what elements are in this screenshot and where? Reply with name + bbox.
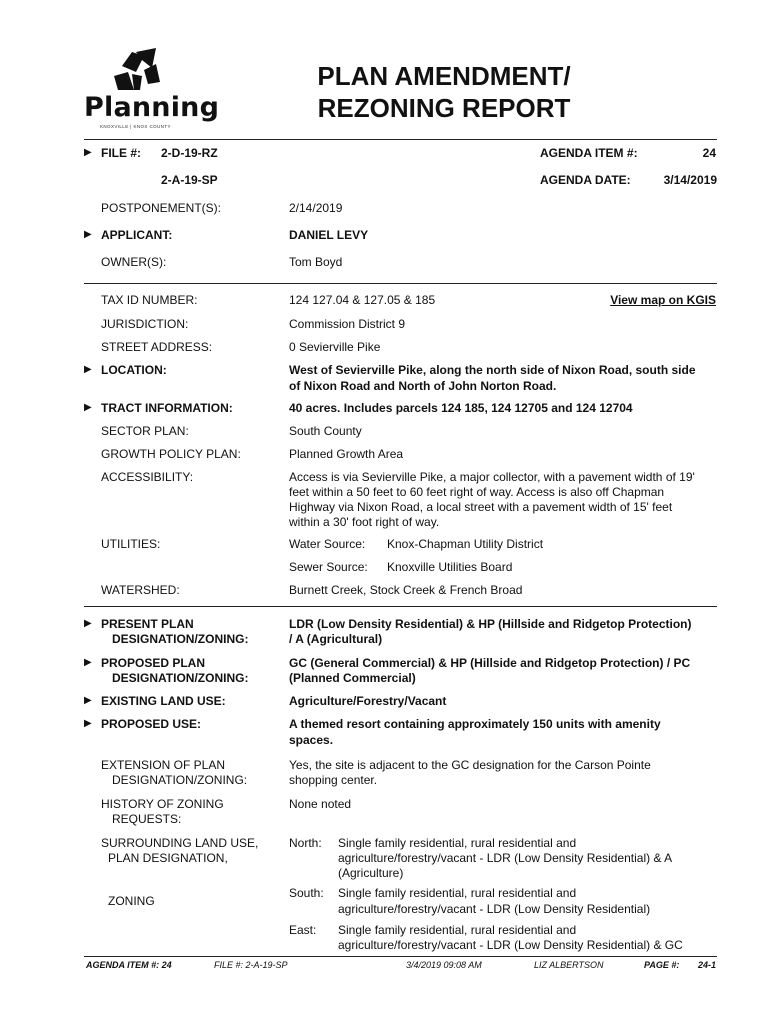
tract-value: 40 acres. Includes parcels 124 185, 124 12705 and 124 12704 xyxy=(289,401,633,415)
agenda-item-value: 24 xyxy=(702,146,716,160)
divider xyxy=(84,283,717,284)
bullet-arrow-icon: ▶ xyxy=(84,147,92,158)
proposed-plan-line-1: GC (General Commercial) & HP (Hillside and Ridgetop Protection) / PC xyxy=(289,656,691,670)
growth-label: GROWTH POLICY PLAN: xyxy=(101,447,241,461)
postponement-value: 2/14/2019 xyxy=(289,201,343,215)
bullet-arrow-icon: ▶ xyxy=(84,657,92,668)
postponement-label: POSTPONEMENT(S): xyxy=(101,201,222,215)
footer-page-label: PAGE #: xyxy=(644,960,680,970)
north-line-3: (Agriculture) xyxy=(338,866,404,880)
file-number-1: 2-D-19-RZ xyxy=(161,146,218,160)
agenda-date-label: AGENDA DATE: xyxy=(540,173,631,187)
divider xyxy=(84,606,717,607)
title-line-1: PLAN AMENDMENT/ xyxy=(317,61,571,91)
extension-label-1: EXTENSION OF PLAN xyxy=(101,758,226,772)
report-title xyxy=(264,60,624,124)
tax-id-label: TAX ID NUMBER: xyxy=(101,293,198,307)
sewer-source-label: Sewer Source: xyxy=(289,560,368,574)
location-line-2: of Nixon Road and North of John Norton Road. xyxy=(289,379,557,393)
sewer-source-value: Knoxville Utilities Board xyxy=(387,560,513,574)
history-value: None noted xyxy=(289,797,352,811)
south-label: South: xyxy=(289,886,324,900)
proposed-plan-label-2: DESIGNATION/ZONING: xyxy=(112,671,249,685)
logo-subtitle: KNOXVILLE | KNOX COUNTY xyxy=(100,124,171,129)
bullet-arrow-icon: ▶ xyxy=(84,364,92,375)
south-line-2: agriculture/forestry/vacant - LDR (Low Density Residential) xyxy=(338,902,651,916)
proposed-plan-label-1: PROPOSED PLAN xyxy=(101,656,206,670)
east-label: East: xyxy=(289,923,317,937)
owner-label: OWNER(S): xyxy=(101,255,167,269)
logo-mark-icon xyxy=(84,46,196,94)
footer-datetime: 3/4/2019 09:08 AM xyxy=(406,960,482,970)
utilities-label: UTILITIES: xyxy=(101,537,161,551)
extension-label-2: DESIGNATION/ZONING: xyxy=(112,773,248,787)
logo-wordmark: Planning xyxy=(84,92,220,123)
bullet-arrow-icon: ▶ xyxy=(84,718,92,729)
north-line-1: Single family residential, rural residential and xyxy=(338,836,577,850)
proposed-use-line-2: spaces. xyxy=(289,733,334,747)
file-label: FILE #: xyxy=(101,146,142,160)
view-map-link[interactable]: View map on KGIS xyxy=(610,293,716,307)
footer-page-value: 24-1 xyxy=(697,960,716,970)
footer-author: LIZ ALBERTSON xyxy=(534,960,604,970)
agenda-date-value: 3/14/2019 xyxy=(663,173,717,187)
applicant-value: DANIEL LEVY xyxy=(289,228,369,242)
footer-divider xyxy=(84,956,717,957)
existing-use-label: EXISTING LAND USE: xyxy=(101,694,226,708)
present-plan-label-1: PRESENT PLAN xyxy=(101,617,194,631)
bullet-arrow-icon: ▶ xyxy=(84,618,92,629)
surrounding-label-3: ZONING xyxy=(108,894,155,908)
location-line-1: West of Sevierville Pike, along the north side of Nixon Road, south side xyxy=(289,363,696,377)
present-plan-line-2: / A (Agricultural) xyxy=(289,632,383,646)
east-line-2: agriculture/forestry/vacant - LDR (Low Density Residential) & GC xyxy=(338,938,683,952)
surrounding-label-2: PLAN DESIGNATION, xyxy=(108,851,228,865)
water-source-value: Knox-Chapman Utility District xyxy=(387,537,544,551)
sector-label: SECTOR PLAN: xyxy=(101,424,189,438)
footer-agenda: AGENDA ITEM #: 24 xyxy=(86,960,172,970)
divider xyxy=(84,139,717,140)
proposed-plan-line-2: (Planned Commercial) xyxy=(289,671,416,685)
south-line-1: Single family residential, rural residential and xyxy=(338,886,577,900)
accessibility-line-1: Access is via Sevierville Pike, a major collector, with a pavement width of 19' xyxy=(289,470,695,484)
north-label: North: xyxy=(289,836,322,850)
tax-id-value: 124 127.04 & 127.05 & 185 xyxy=(289,293,436,307)
extension-line-2: shopping center. xyxy=(289,773,378,787)
watershed-value: Burnett Creek, Stock Creek & French Broad xyxy=(289,583,523,597)
accessibility-label: ACCESSIBILITY: xyxy=(101,470,194,484)
present-plan-line-1: LDR (Low Density Residential) & HP (Hillside and Ridgetop Protection) xyxy=(289,617,692,631)
location-label: LOCATION: xyxy=(101,363,167,377)
accessibility-line-2: feet within a 50 feet to 60 feet right of way. Access is also off Chapman xyxy=(289,485,665,499)
watershed-label: WATERSHED: xyxy=(101,583,180,597)
present-plan-label-2: DESIGNATION/ZONING: xyxy=(112,632,249,646)
accessibility-line-4: within a 30' foot right of way. xyxy=(289,515,440,529)
file-number-2: 2-A-19-SP xyxy=(161,173,218,187)
tract-label: TRACT INFORMATION: xyxy=(101,401,233,415)
existing-use-value: Agriculture/Forestry/Vacant xyxy=(289,694,447,708)
proposed-use-line-1: A themed resort containing approximately 150 units with amenity xyxy=(289,717,661,731)
proposed-use-label: PROPOSED USE: xyxy=(101,717,202,731)
bullet-arrow-icon: ▶ xyxy=(84,402,92,413)
water-source-label: Water Source: xyxy=(289,537,366,551)
street-value: 0 Sevierville Pike xyxy=(289,340,381,354)
jurisdiction-value: Commission District 9 xyxy=(289,317,406,331)
growth-value: Planned Growth Area xyxy=(289,447,404,461)
bullet-arrow-icon: ▶ xyxy=(84,229,92,240)
agenda-item-label: AGENDA ITEM #: xyxy=(540,146,638,160)
street-label: STREET ADDRESS: xyxy=(101,340,213,354)
history-label-2: REQUESTS: xyxy=(112,812,182,826)
accessibility-line-3: Highway via Nixon Road, a local street with a pavement width of 15' feet xyxy=(289,500,673,514)
north-line-2: agriculture/forestry/vacant - LDR (Low Density Residential) & A xyxy=(338,851,673,865)
bullet-arrow-icon: ▶ xyxy=(84,695,92,706)
east-line-1: Single family residential, rural residential and xyxy=(338,923,577,937)
jurisdiction-label: JURISDICTION: xyxy=(101,317,189,331)
owner-value: Tom Boyd xyxy=(289,255,343,269)
extension-line-1: Yes, the site is adjacent to the GC designation for the Carson Pointe xyxy=(289,758,651,772)
planning-logo xyxy=(84,46,220,132)
surrounding-label-1: SURROUNDING LAND USE, xyxy=(101,836,259,850)
history-label-1: HISTORY OF ZONING xyxy=(101,797,224,811)
sector-value: South County xyxy=(289,424,362,438)
footer-file: FILE #: 2-A-19-SP xyxy=(214,960,288,970)
title-line-2: REZONING REPORT xyxy=(317,93,571,123)
applicant-label: APPLICANT: xyxy=(101,228,173,242)
